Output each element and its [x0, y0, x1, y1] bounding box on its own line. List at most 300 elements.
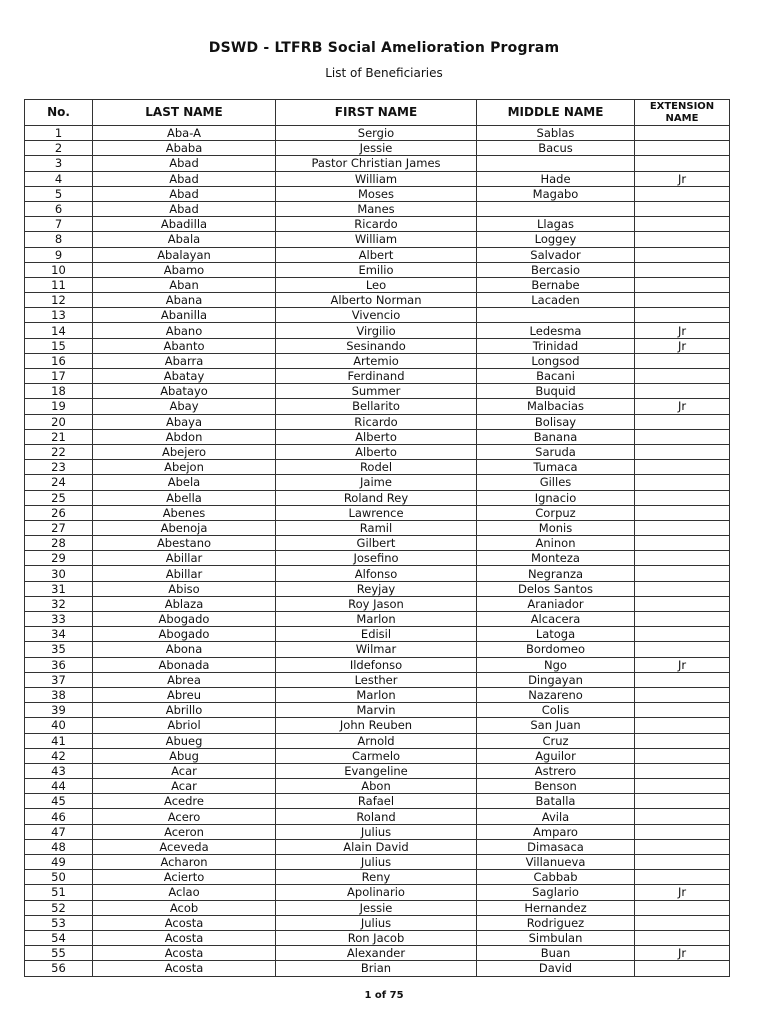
cell-middle-name: Negranza — [477, 566, 635, 581]
cell-first-name: Alfonso — [276, 566, 477, 581]
cell-middle-name: San Juan — [477, 718, 635, 733]
cell-extension-name — [635, 384, 730, 399]
cell-no: 42 — [25, 748, 93, 763]
table-row — [25, 627, 730, 642]
cell-middle-name: Ngo — [477, 657, 635, 672]
cell-extension-name — [635, 703, 730, 718]
cell-no: 31 — [25, 581, 93, 596]
cell-last-name: Abadilla — [93, 217, 276, 232]
table-row — [25, 961, 730, 976]
cell-extension-name — [635, 566, 730, 581]
cell-middle-name: Bernabe — [477, 277, 635, 292]
cell-no: 51 — [25, 885, 93, 900]
cell-last-name: Abalayan — [93, 247, 276, 262]
cell-last-name: Abueg — [93, 733, 276, 748]
page-title: DSWD - LTFRB Social Amelioration Program — [208, 40, 560, 56]
cell-middle-name: Cruz — [477, 733, 635, 748]
cell-extension-name — [635, 490, 730, 505]
cell-no: 56 — [25, 961, 93, 976]
cell-first-name: Alexander — [276, 946, 477, 961]
table-row — [25, 414, 730, 429]
cell-last-name: Abrea — [93, 672, 276, 687]
cell-first-name: Ron Jacob — [276, 930, 477, 945]
cell-no: 37 — [25, 672, 93, 687]
cell-no: 17 — [25, 369, 93, 384]
cell-middle-name: Bolisay — [477, 414, 635, 429]
cell-no: 22 — [25, 444, 93, 459]
cell-no: 8 — [25, 232, 93, 247]
cell-no: 35 — [25, 642, 93, 657]
table-row — [25, 672, 730, 687]
cell-last-name: Abenoja — [93, 520, 276, 535]
cell-last-name: Abogado — [93, 627, 276, 642]
cell-first-name: Gilbert — [276, 536, 477, 551]
cell-no: 28 — [25, 536, 93, 551]
cell-first-name: Rafael — [276, 794, 477, 809]
cell-no: 27 — [25, 520, 93, 535]
cell-extension-name — [635, 353, 730, 368]
cell-no: 13 — [25, 308, 93, 323]
cell-middle-name: Bordomeo — [477, 642, 635, 657]
table-row — [25, 520, 730, 535]
cell-no: 49 — [25, 855, 93, 870]
cell-last-name: Abatay — [93, 369, 276, 384]
cell-extension-name — [635, 444, 730, 459]
cell-first-name: Apolinario — [276, 885, 477, 900]
cell-last-name: Aban — [93, 277, 276, 292]
cell-extension-name — [635, 642, 730, 657]
cell-last-name: Abanilla — [93, 308, 276, 323]
cell-middle-name — [477, 156, 635, 171]
cell-extension-name — [635, 596, 730, 611]
cell-last-name: Ablaza — [93, 596, 276, 611]
table-row — [25, 369, 730, 384]
cell-last-name: Aceveda — [93, 839, 276, 854]
cell-middle-name: Salvador — [477, 247, 635, 262]
table-row — [25, 475, 730, 490]
cell-no: 44 — [25, 779, 93, 794]
cell-last-name: Abillar — [93, 566, 276, 581]
cell-extension-name — [635, 794, 730, 809]
table-row — [25, 217, 730, 232]
cell-first-name: Arnold — [276, 733, 477, 748]
cell-extension-name — [635, 718, 730, 733]
cell-middle-name — [477, 308, 635, 323]
cell-extension-name — [635, 748, 730, 763]
table-row — [25, 262, 730, 277]
cell-extension-name — [635, 763, 730, 778]
cell-last-name: Acosta — [93, 961, 276, 976]
cell-middle-name: Magabo — [477, 186, 635, 201]
cell-middle-name: Monteza — [477, 551, 635, 566]
cell-last-name: Abarra — [93, 353, 276, 368]
cell-no: 36 — [25, 657, 93, 672]
cell-first-name: Alberto Norman — [276, 293, 477, 308]
cell-first-name: William — [276, 232, 477, 247]
cell-last-name: Abejon — [93, 460, 276, 475]
table-row — [25, 839, 730, 854]
cell-last-name: Abanto — [93, 338, 276, 353]
cell-no: 16 — [25, 353, 93, 368]
cell-extension-name — [635, 126, 730, 141]
cell-extension-name — [635, 262, 730, 277]
table-row — [25, 900, 730, 915]
cell-middle-name: David — [477, 961, 635, 976]
page-number: 1 of 75 — [364, 990, 404, 1001]
cell-last-name: Acosta — [93, 946, 276, 961]
cell-last-name: Abriol — [93, 718, 276, 733]
cell-first-name: Julius — [276, 855, 477, 870]
table-row — [25, 490, 730, 505]
cell-middle-name: Longsod — [477, 353, 635, 368]
cell-last-name: Abano — [93, 323, 276, 338]
cell-no: 18 — [25, 384, 93, 399]
cell-no: 1 — [25, 126, 93, 141]
cell-first-name: Reny — [276, 870, 477, 885]
cell-extension-name — [635, 672, 730, 687]
cell-extension-name: Jr — [635, 323, 730, 338]
cell-no: 21 — [25, 429, 93, 444]
table-row — [25, 338, 730, 353]
cell-extension-name — [635, 369, 730, 384]
cell-extension-name — [635, 536, 730, 551]
cell-last-name: Acosta — [93, 930, 276, 945]
cell-no: 5 — [25, 186, 93, 201]
cell-no: 11 — [25, 277, 93, 292]
cell-extension-name — [635, 581, 730, 596]
table-row — [25, 566, 730, 581]
cell-last-name: Aclao — [93, 885, 276, 900]
header-last-name: LAST NAME — [93, 100, 276, 126]
table-row — [25, 277, 730, 292]
cell-no: 40 — [25, 718, 93, 733]
cell-last-name: Abad — [93, 186, 276, 201]
cell-first-name: Emilio — [276, 262, 477, 277]
cell-extension-name: Jr — [635, 338, 730, 353]
table-row — [25, 384, 730, 399]
cell-last-name: Abreu — [93, 687, 276, 702]
cell-last-name: Abillar — [93, 551, 276, 566]
cell-no: 52 — [25, 900, 93, 915]
cell-no: 41 — [25, 733, 93, 748]
cell-first-name: Carmelo — [276, 748, 477, 763]
cell-last-name: Abad — [93, 201, 276, 216]
header-no: No. — [25, 100, 93, 126]
cell-middle-name: Malbacias — [477, 399, 635, 414]
cell-no: 15 — [25, 338, 93, 353]
cell-extension-name — [635, 930, 730, 945]
table-row — [25, 855, 730, 870]
table-row — [25, 779, 730, 794]
cell-extension-name — [635, 612, 730, 627]
cell-no: 20 — [25, 414, 93, 429]
page-subtitle: List of Beneficiaries — [325, 66, 443, 80]
cell-last-name: Abenes — [93, 505, 276, 520]
cell-no: 9 — [25, 247, 93, 262]
cell-extension-name — [635, 900, 730, 915]
cell-first-name: Vivencio — [276, 308, 477, 323]
cell-first-name: Alberto — [276, 429, 477, 444]
cell-first-name: Bellarito — [276, 399, 477, 414]
cell-last-name: Abrillo — [93, 703, 276, 718]
cell-middle-name: Tumaca — [477, 460, 635, 475]
cell-last-name: Acob — [93, 900, 276, 915]
cell-extension-name — [635, 687, 730, 702]
cell-middle-name: Trinidad — [477, 338, 635, 353]
cell-middle-name: Delos Santos — [477, 581, 635, 596]
cell-last-name: Abaya — [93, 414, 276, 429]
cell-first-name: Abon — [276, 779, 477, 794]
cell-last-name: Abejero — [93, 444, 276, 459]
cell-no: 38 — [25, 687, 93, 702]
cell-extension-name — [635, 247, 730, 262]
table-row — [25, 703, 730, 718]
cell-middle-name: Dingayan — [477, 672, 635, 687]
cell-first-name: Leo — [276, 277, 477, 292]
cell-no: 26 — [25, 505, 93, 520]
cell-last-name: Ababa — [93, 141, 276, 156]
cell-extension-name — [635, 201, 730, 216]
cell-first-name: Brian — [276, 961, 477, 976]
cell-last-name: Acosta — [93, 915, 276, 930]
cell-first-name: Roland — [276, 809, 477, 824]
cell-middle-name — [477, 201, 635, 216]
table-row — [25, 915, 730, 930]
cell-last-name: Abiso — [93, 581, 276, 596]
header-first-name: FIRST NAME — [276, 100, 477, 126]
cell-middle-name: Araniador — [477, 596, 635, 611]
cell-first-name: William — [276, 171, 477, 186]
cell-extension-name: Jr — [635, 946, 730, 961]
table-row — [25, 505, 730, 520]
table-row — [25, 171, 730, 186]
table-row — [25, 794, 730, 809]
table-row — [25, 657, 730, 672]
cell-last-name: Acharon — [93, 855, 276, 870]
cell-middle-name: Lacaden — [477, 293, 635, 308]
table-row — [25, 353, 730, 368]
cell-middle-name: Nazareno — [477, 687, 635, 702]
table-row — [25, 824, 730, 839]
cell-middle-name: Aninon — [477, 536, 635, 551]
cell-no: 48 — [25, 839, 93, 854]
cell-first-name: Josefino — [276, 551, 477, 566]
cell-no: 4 — [25, 171, 93, 186]
cell-middle-name: Gilles — [477, 475, 635, 490]
cell-middle-name: Corpuz — [477, 505, 635, 520]
cell-extension-name — [635, 308, 730, 323]
cell-extension-name — [635, 520, 730, 535]
cell-first-name: Jessie — [276, 141, 477, 156]
table-row — [25, 247, 730, 262]
cell-extension-name: Jr — [635, 399, 730, 414]
cell-last-name: Abestano — [93, 536, 276, 551]
cell-no: 2 — [25, 141, 93, 156]
cell-first-name: John Reuben — [276, 718, 477, 733]
cell-last-name: Abay — [93, 399, 276, 414]
cell-middle-name: Bacus — [477, 141, 635, 156]
cell-middle-name: Saruda — [477, 444, 635, 459]
cell-first-name: Marlon — [276, 687, 477, 702]
cell-no: 24 — [25, 475, 93, 490]
cell-first-name: Wilmar — [276, 642, 477, 657]
cell-no: 19 — [25, 399, 93, 414]
cell-no: 47 — [25, 824, 93, 839]
cell-middle-name: Buquid — [477, 384, 635, 399]
cell-extension-name — [635, 414, 730, 429]
table-row — [25, 612, 730, 627]
cell-extension-name — [635, 870, 730, 885]
cell-first-name: Moses — [276, 186, 477, 201]
cell-middle-name: Aguilor — [477, 748, 635, 763]
cell-middle-name: Llagas — [477, 217, 635, 232]
table-row — [25, 763, 730, 778]
cell-first-name: Evangeline — [276, 763, 477, 778]
cell-no: 46 — [25, 809, 93, 824]
cell-no: 32 — [25, 596, 93, 611]
table-row — [25, 460, 730, 475]
table-row — [25, 946, 730, 961]
cell-no: 12 — [25, 293, 93, 308]
cell-extension-name — [635, 824, 730, 839]
cell-last-name: Abonada — [93, 657, 276, 672]
cell-last-name: Abogado — [93, 612, 276, 627]
cell-middle-name: Saglario — [477, 885, 635, 900]
cell-no: 7 — [25, 217, 93, 232]
cell-last-name: Abana — [93, 293, 276, 308]
cell-middle-name: Alcacera — [477, 612, 635, 627]
table-row — [25, 596, 730, 611]
cell-first-name: Julius — [276, 824, 477, 839]
cell-middle-name: Hernandez — [477, 900, 635, 915]
table-row — [25, 156, 730, 171]
cell-first-name: Lawrence — [276, 505, 477, 520]
cell-middle-name: Cabbab — [477, 870, 635, 885]
cell-middle-name: Colis — [477, 703, 635, 718]
cell-extension-name — [635, 156, 730, 171]
cell-middle-name: Amparo — [477, 824, 635, 839]
cell-middle-name: Benson — [477, 779, 635, 794]
cell-last-name: Acierto — [93, 870, 276, 885]
cell-extension-name — [635, 779, 730, 794]
cell-last-name: Abug — [93, 748, 276, 763]
cell-middle-name: Ignacio — [477, 490, 635, 505]
cell-first-name: Sergio — [276, 126, 477, 141]
cell-last-name: Abona — [93, 642, 276, 657]
table-row — [25, 718, 730, 733]
beneficiaries-table — [24, 99, 730, 977]
header-middle-name: MIDDLE NAME — [477, 100, 635, 126]
cell-middle-name: Villanueva — [477, 855, 635, 870]
cell-first-name: Reyjay — [276, 581, 477, 596]
cell-no: 53 — [25, 915, 93, 930]
cell-no: 54 — [25, 930, 93, 945]
table-row — [25, 323, 730, 338]
cell-last-name: Acedre — [93, 794, 276, 809]
cell-last-name: Abella — [93, 490, 276, 505]
cell-middle-name: Bacani — [477, 369, 635, 384]
cell-middle-name: Simbulan — [477, 930, 635, 945]
table-row — [25, 551, 730, 566]
cell-middle-name: Sablas — [477, 126, 635, 141]
table-row — [25, 930, 730, 945]
cell-first-name: Alberto — [276, 444, 477, 459]
cell-extension-name: Jr — [635, 171, 730, 186]
cell-last-name: Abad — [93, 171, 276, 186]
cell-no: 55 — [25, 946, 93, 961]
cell-no: 3 — [25, 156, 93, 171]
cell-last-name: Abala — [93, 232, 276, 247]
cell-first-name: Roland Rey — [276, 490, 477, 505]
table-row — [25, 748, 730, 763]
cell-no: 50 — [25, 870, 93, 885]
cell-no: 14 — [25, 323, 93, 338]
cell-extension-name — [635, 505, 730, 520]
cell-middle-name: Loggey — [477, 232, 635, 247]
cell-middle-name: Hade — [477, 171, 635, 186]
cell-no: 25 — [25, 490, 93, 505]
cell-first-name: Albert — [276, 247, 477, 262]
table-body — [25, 126, 730, 977]
cell-extension-name — [635, 627, 730, 642]
table-row — [25, 444, 730, 459]
cell-first-name: Jaime — [276, 475, 477, 490]
cell-middle-name: Rodriguez — [477, 915, 635, 930]
cell-no: 6 — [25, 201, 93, 216]
cell-extension-name — [635, 551, 730, 566]
cell-extension-name — [635, 429, 730, 444]
cell-extension-name — [635, 961, 730, 976]
cell-first-name: Roy Jason — [276, 596, 477, 611]
cell-no: 30 — [25, 566, 93, 581]
cell-extension-name — [635, 141, 730, 156]
table-row — [25, 870, 730, 885]
table-row — [25, 581, 730, 596]
cell-first-name: Ferdinand — [276, 369, 477, 384]
table-row — [25, 733, 730, 748]
cell-middle-name: Dimasaca — [477, 839, 635, 854]
table-row — [25, 186, 730, 201]
table-row — [25, 536, 730, 551]
cell-last-name: Abamo — [93, 262, 276, 277]
cell-first-name: Artemio — [276, 353, 477, 368]
table-row — [25, 308, 730, 323]
cell-middle-name: Batalla — [477, 794, 635, 809]
cell-first-name: Sesinando — [276, 338, 477, 353]
table-row — [25, 399, 730, 414]
cell-extension-name: Jr — [635, 657, 730, 672]
cell-first-name: Jessie — [276, 900, 477, 915]
cell-first-name: Julius — [276, 915, 477, 930]
cell-extension-name — [635, 460, 730, 475]
header-extension-name: EXTENSION NAME — [635, 100, 730, 126]
cell-extension-name — [635, 839, 730, 854]
cell-middle-name: Ledesma — [477, 323, 635, 338]
cell-first-name: Ramil — [276, 520, 477, 535]
cell-last-name: Acar — [93, 779, 276, 794]
cell-no: 29 — [25, 551, 93, 566]
cell-extension-name — [635, 277, 730, 292]
cell-first-name: Summer — [276, 384, 477, 399]
cell-no: 10 — [25, 262, 93, 277]
cell-no: 34 — [25, 627, 93, 642]
cell-last-name: Acero — [93, 809, 276, 824]
cell-last-name: Aba-A — [93, 126, 276, 141]
cell-extension-name — [635, 855, 730, 870]
cell-no: 39 — [25, 703, 93, 718]
table-row — [25, 232, 730, 247]
cell-extension-name — [635, 475, 730, 490]
